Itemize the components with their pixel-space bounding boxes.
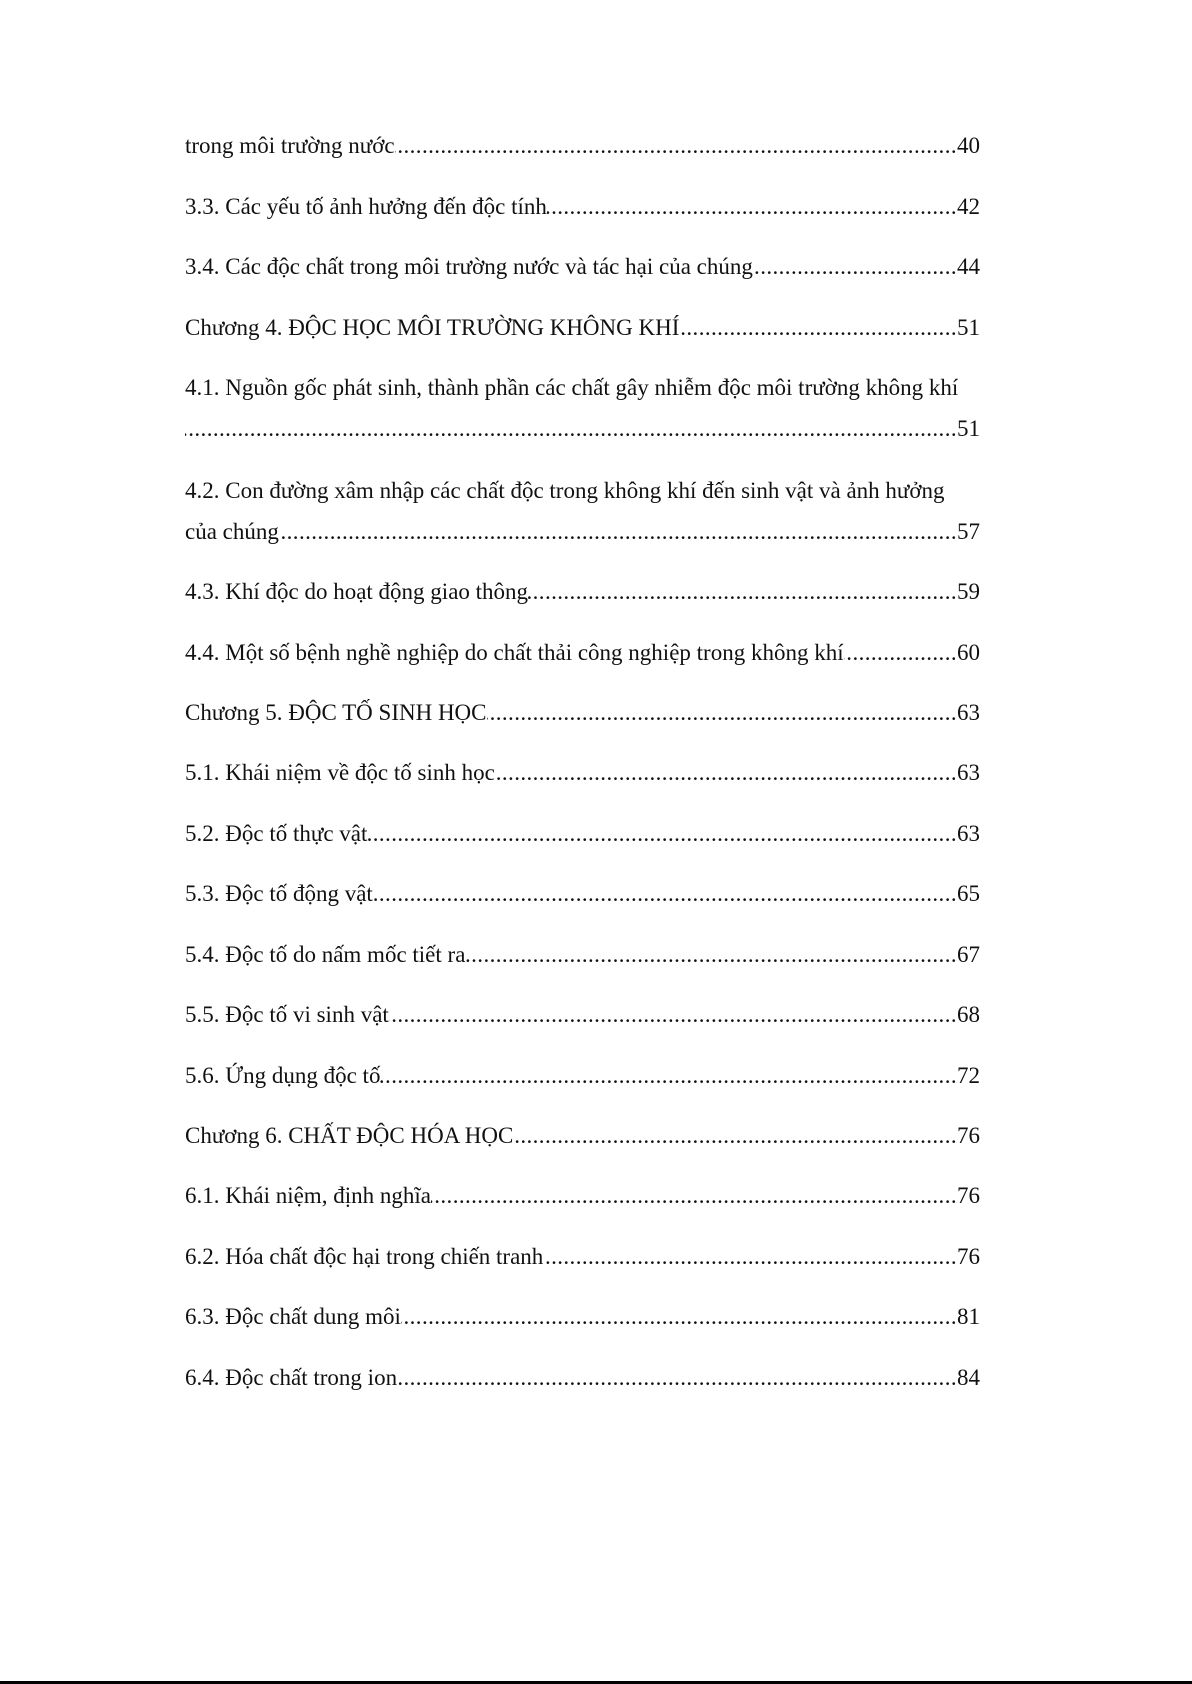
toc-entry[interactable]: 6.1. Khái niệm, định nghĩa ..... 76 [185,1181,980,1211]
dot-leader [495,758,957,788]
toc-entry[interactable]: 5.5. Độc tố vi sinh vật ..... 68 [185,1000,980,1030]
toc-entry[interactable]: 3.4. Các độc chất trong môi trường nước và tác hại của chúng ..... 44 [185,252,980,282]
dot-leader [547,192,957,222]
dot-leader [528,577,957,607]
dot-leader [380,1061,957,1091]
dot-leader [185,414,957,444]
toc-entry[interactable]: 5.4. Độc tố do nấm mốc tiết ra ..... 67 [185,940,980,970]
toc-entry[interactable]: 6.4. Độc chất trong ion ..... 84 [185,1363,980,1393]
toc-entry[interactable]: 5.6. Ứng dụng độc tố ..... 72 [185,1061,980,1091]
toc-entry[interactable]: 5.2. Độc tố thực vật ..... 63 [185,819,980,849]
toc-entry[interactable]: 5.3. Độc tố động vật ..... 65 [185,879,980,909]
dot-leader [513,1121,957,1151]
toc-entry[interactable]: 4.3. Khí độc do hoạt động giao thông ..... 59 [185,577,980,607]
toc-entry[interactable]: 3.3. Các yếu tố ảnh hưởng đến độc tính ..... 42 [185,192,980,222]
toc-entry[interactable]: của chúng ..... 57 [185,517,980,547]
dot-leader [753,252,957,282]
dot-leader [401,1302,957,1332]
toc-entry[interactable]: 6.2. Hóa chất độc hại trong chiến tranh ..... 76 [185,1242,980,1272]
toc-entry[interactable]: 6.3. Độc chất dung môi ..... 81 [185,1302,980,1332]
toc-entry-line1[interactable]: 4.1. Nguồn gốc phát sinh, thành phần các chất gây nhiễm độc môi trường không khí [185,375,959,400]
dot-leader [373,879,957,909]
toc-entry[interactable]: ..... 51 [185,414,980,444]
toc-entry[interactable]: Chương 5. ĐỘC TỐ SINH HỌC ..... 63 [185,698,980,728]
dot-leader [279,517,957,547]
toc-entry-line1[interactable]: 4.2. Con đường xâm nhập các chất độc trong không khí đến sinh vật và ảnh hưởng [185,478,945,503]
dot-leader [487,698,957,728]
dot-leader [367,819,957,849]
dot-leader [465,940,957,970]
toc-entry[interactable]: Chương 6. CHẤT ĐỘC HÓA HỌC ..... 76 [185,1121,980,1151]
toc-entry[interactable]: Chương 4. ĐỘC HỌC MÔI TRƯỜNG KHÔNG KHÍ ..... 51 [185,313,980,343]
dot-leader [543,1242,957,1272]
dot-leader [844,638,957,668]
dot-leader [389,1000,957,1030]
dot-leader [395,131,957,161]
dot-leader [679,313,957,343]
toc-entry[interactable]: 4.4. Một số bệnh nghề nghiệp do chất thải công nghiệp trong không khí ..... 60 [185,638,980,668]
dot-leader [397,1363,957,1393]
toc-entry[interactable]: 5.1. Khái niệm về độc tố sinh học ..... 63 [185,758,980,788]
toc-entry[interactable]: trong môi trường nước ..... 40 [185,131,980,161]
dot-leader [431,1181,957,1211]
